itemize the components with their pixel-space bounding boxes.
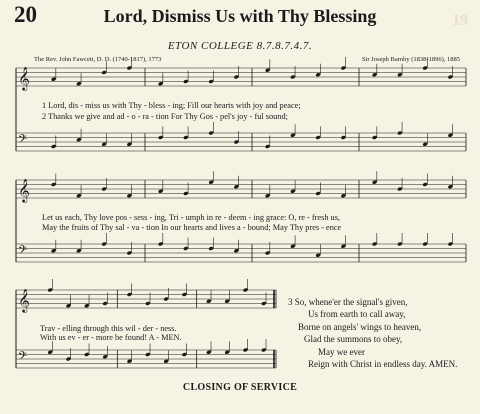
bass-clef-icon: 𝄢 [18, 350, 28, 366]
verse3-line: Glad the summons to obey, [304, 334, 403, 345]
verse3-line: May we ever [318, 346, 365, 357]
verse-3 [288, 296, 457, 370]
verse3-line: 3 So, whene'er the signal's given, [288, 297, 408, 307]
treble-clef-icon: 𝄞 [18, 66, 30, 90]
hymn-title: Lord, Dismiss Us with Thy Blessing [103, 6, 377, 26]
composer-credit: Sir Joseph Barnby (1838-1896), 1885 [361, 56, 460, 63]
bass-clef-icon: 𝄢 [18, 133, 28, 149]
author-credit: The Rev. John Fawcett, D. D. (1740-1817), 1773 [34, 56, 162, 63]
treble-clef-icon: 𝄞 [18, 178, 30, 202]
verse3-line: Reign with Christ in endless day. AMEN. [308, 359, 458, 370]
verse3-line: Borne on angels' wings to heaven, [298, 321, 422, 332]
system1-lyric-line2: 2 Thanks we give and ad - o - ra - tion For Thy Gos - pel's joy - ful sound; [42, 112, 288, 121]
system2-lyric-line2: May the fruits of Thy sal - va - tion In our hearts and lives a - bound; May Thy pres - ence [42, 223, 342, 232]
system2-lyric-line1: Let us each, Thy love pos - sess - ing, Tri - umph in re - deem - ing grace: O, re - fresh us, [42, 213, 341, 222]
treble-clef-icon: 𝄞 [18, 288, 30, 312]
tune-name: ETON COLLEGE 8.7.8.7.4.7. [167, 40, 313, 52]
bleed-through-page-number: 19 [452, 12, 468, 29]
system3-lyric-line1: Trav - elling through this wil - der - ness. [40, 324, 177, 333]
system3-lyric-line2: With us ev - er - more be found! A - MEN. [40, 333, 182, 342]
system1-lyric-line1: 1 Lord, dis - miss us with Thy - bless - ing; Fill our hearts with joy and peace; [42, 101, 301, 110]
hymn-number: 20 [14, 2, 37, 27]
section-footer: CLOSING OF SERVICE [182, 382, 298, 393]
verse3-line: Us from earth to call away, [308, 309, 406, 320]
bass-clef-icon: 𝄢 [18, 244, 28, 260]
